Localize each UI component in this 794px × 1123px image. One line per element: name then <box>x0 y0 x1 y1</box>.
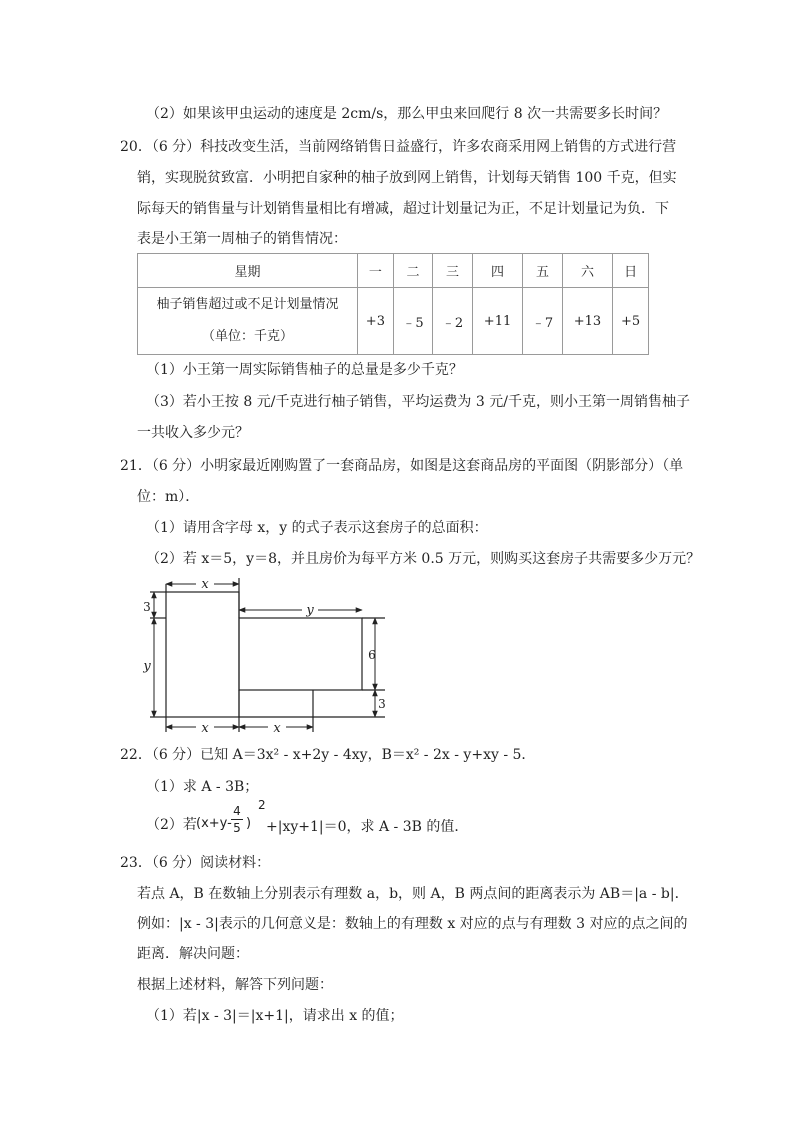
table-day-cell: 六 <box>562 254 612 288</box>
table-day-cell: 一 <box>358 254 394 288</box>
formula-fraction <box>231 803 243 836</box>
room-left <box>166 592 239 717</box>
label-right-6: 6 <box>368 648 376 662</box>
table-value-cell: +3 <box>358 288 394 355</box>
question-19-part-2: （2）如果该甲虫运动的速度是 2cm/s，那么甲虫来回爬行 8 次一共需要多长时间？ <box>146 106 668 122</box>
table-row-label-line-1: 柚子销售超过或不足计划量情况 <box>156 297 339 312</box>
table-value-cell: ﹣2 <box>433 288 473 355</box>
question-20-line-1: 20．（6 分）科技改变生活，当前网络销售日益盛行，许多农商采用网上销售的方式进行营 <box>120 139 677 155</box>
question-21-part-1: （1）请用含字母 x，y 的式子表示这套房子的总面积： <box>146 520 488 536</box>
question-20-line-3: 际每天的销售量与计划销售量相比有增减，超过计划量记为正，不足计划量记为负．下 <box>137 201 669 217</box>
table-value-row <box>138 288 649 355</box>
sales-table <box>137 253 649 355</box>
question-20-part-3-line-1: （3）若小王按 8 元/千克进行柚子销售，平均运费为 3 元/千克，则小王第一周销售柚子 <box>146 394 690 410</box>
table-day-cell: 日 <box>613 254 649 288</box>
question-23-line-2: 若点 A，B 在数轴上分别表示有理数 a，b，则 A，B 两点间的距离表示为 AB＝|a - b|． <box>137 886 689 902</box>
q22-part2-suffix: +|xy+1|＝0，求 A - 3B 的值． <box>266 819 469 835</box>
question-23-line-1: 23．（6 分）阅读材料： <box>120 855 271 871</box>
question-22-part-1: （1）求 A - 3B； <box>146 779 259 795</box>
label-bottom-x-2: x <box>273 721 281 736</box>
table-value-cell: ﹣7 <box>523 288 563 355</box>
question-22-line-1: 22．（6 分）已知 A＝3x² - x+2y - 4xy，B＝x² - 2x - y+xy - 5． <box>120 747 536 763</box>
room-bottom <box>239 690 313 717</box>
question-20-part-3-line-2: 一共收入多少元？ <box>137 425 249 441</box>
question-23-part-1: （1）若|x - 3|＝|x+1|，请求出 x 的值； <box>146 1008 404 1024</box>
table-value-cell: +5 <box>613 288 649 355</box>
formula-exponent: 2 <box>258 798 266 812</box>
question-21-part-2: （2）若 x＝5，y＝8，并且房价为每平方米 0.5 万元，则购买这套房子共需要多少万元？ <box>146 551 701 567</box>
formula-base: (x+y- <box>196 816 232 831</box>
question-23-line-3: 例如：|x - 3|表示的几何意义是：数轴上的有理数 x 对应的点与有理数 3 对应的点之间的 <box>137 916 688 932</box>
question-23-line-4: 距离．解决问题： <box>137 946 249 962</box>
label-top-x: x <box>201 577 209 592</box>
table-row-label-line-2: （单位：千克） <box>201 329 293 344</box>
table-value-cell: +11 <box>472 288 522 355</box>
floor-plan-figure <box>140 572 390 738</box>
question-20-part-1: （1）小王第一周实际销售柚子的总量是多少千克？ <box>146 362 463 378</box>
table-value-cell: ﹣5 <box>393 288 433 355</box>
q22-part2-prefix: （2）若 <box>146 817 197 833</box>
formula-denominator: 5 <box>233 821 241 835</box>
table-day-cell: 四 <box>472 254 522 288</box>
label-right-3: 3 <box>378 697 386 711</box>
question-20-line-2: 销，实现脱贫致富．小明把自家种的柚子放到网上销售，计划每天销售 100 千克，但实 <box>137 170 677 186</box>
question-23-line-5: 根据上述材料，解答下列问题： <box>137 977 333 993</box>
question-21-line-2: 位：m）． <box>137 489 200 505</box>
label-right-y: y <box>306 603 314 618</box>
table-value-cell: +13 <box>562 288 612 355</box>
table-day-cell: 三 <box>433 254 473 288</box>
table-day-cell: 五 <box>523 254 563 288</box>
label-left-y: y <box>143 659 151 674</box>
formula-numerator: 4 <box>231 803 243 820</box>
table-header-row <box>138 254 649 288</box>
label-left-3: 3 <box>143 600 151 614</box>
label-bottom-x-1: x <box>201 721 209 736</box>
table-header-label: 星期 <box>138 254 358 288</box>
question-20-line-4: 表是小王第一周柚子的销售情况： <box>137 231 347 247</box>
table-day-cell: 二 <box>393 254 433 288</box>
table-row-label <box>138 288 358 355</box>
question-21-line-1: 21．（6 分）小明家最近刚购置了一套商品房，如图是这套商品房的平面图（阴影部分）（单 <box>120 458 684 474</box>
formula-close: ) <box>246 816 252 831</box>
room-right <box>239 618 362 690</box>
